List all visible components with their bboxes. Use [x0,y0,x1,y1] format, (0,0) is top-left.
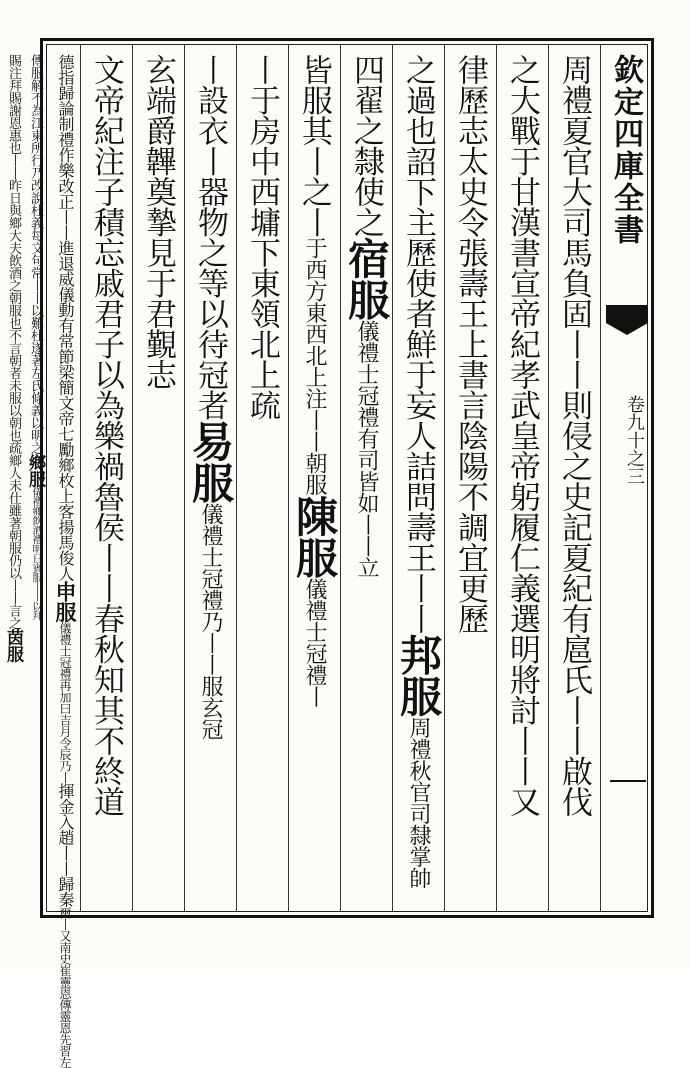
text-column [24,54,46,910]
text-column [52,54,78,1068]
annotation: 日賓服丨丨以拜 [30,553,41,620]
entry-heading: 陳服 [290,495,339,578]
entry-heading: 易服 [186,420,235,503]
text-run: 四翟之隸使之 [348,54,384,237]
text-column [132,54,184,910]
annotation: 于西方東西北上注丨丨朝服 [302,237,327,495]
continued-columns [0,0,48,968]
text-column [444,54,496,910]
entry-heading: 申服 [53,581,78,622]
fishtail-mark [606,305,648,339]
volume-label: 卷九十之三 [624,395,645,485]
entry-heading: 茵服 [3,629,23,662]
text-column [184,54,236,910]
text-column [2,54,24,910]
text-run: 句常丨丨以難杜遂著左氏條義以明之 [28,254,43,454]
text-column [80,54,132,910]
entry-heading: 邦服 [394,633,443,717]
text-column [236,54,288,910]
text-run: 勵鄉枚上客揚馬俊人 [56,441,75,581]
text-run: 之過也詔下主歷使者鮮于妄人詰問壽王丨丨 [400,54,436,634]
text-run: 丨于房中西墉下東領北上疏 [244,54,280,420]
text-run: 德指歸論制禮作樂改正丨丨進退威儀動有常節梁簡文帝七 [56,54,75,442]
entry-heading: 宿服 [342,237,391,320]
annotation: 爾丨又南史崔靈恩傳靈恩先習左 [58,907,72,1068]
margin-rule [610,780,646,782]
text-run: 之大戰于甘漢書宣帝紀孝武皇帝躬履仁義選明將討丨丨又 [504,54,540,817]
column-rule [600,44,601,912]
text-run: 律歷志太史令張壽王上書言陰陽不調宜更歷 [452,54,488,634]
annotation: 儀禮士冠禮有司皆如丨丨立 [354,320,379,578]
annotation: 儀禮士冠禮再加曰吉月令辰乃丨 [58,622,72,783]
text-run: 皆服其丨之丨 [296,54,332,237]
text-run: 周禮夏官大司馬負固丨丨則侵之史記夏紀有扈氏丨丨啟伐 [556,54,592,817]
text-run: 玄端爵韠奠摯見于君覲志 [140,54,176,390]
text-run: 傳服解不為江東所行乃改說杜義每文 [28,54,43,254]
text-run: 丨設衣丨器物之等以待冠者 [192,54,228,420]
text-run: 揮金入趙丨丨歸秦 [56,783,75,907]
text-column [392,54,444,910]
text-run: 言朝者未服以朝也疏鄉人未仕雖著朝服仍以丨丨言之 [6,341,21,629]
text-column [548,54,600,910]
book-title: 欽定四庫全書 [608,54,643,246]
text-run: 賜注拜賜謝恩惠也丨丨昨日與鄉大夫飲酒之朝服也不 [6,54,21,342]
annotation: 儀禮士冠禮乃丨丨服玄冠 [198,503,223,740]
annotation: 儀禮鄉飲酒禮明 [30,487,41,554]
text-column [288,54,340,910]
text-column [496,54,548,910]
text-column [340,54,392,910]
annotation: 儀禮士冠禮丨 [302,578,327,707]
continued-columns [48,0,80,1068]
annotation: 周禮秋官司隸掌帥 [406,716,431,889]
entry-heading: 鄉服 [25,454,45,487]
text-run: 文帝紀注子積忘戚君子以為樂禍魯侯丨丨春秋知其不終道 [88,54,124,817]
